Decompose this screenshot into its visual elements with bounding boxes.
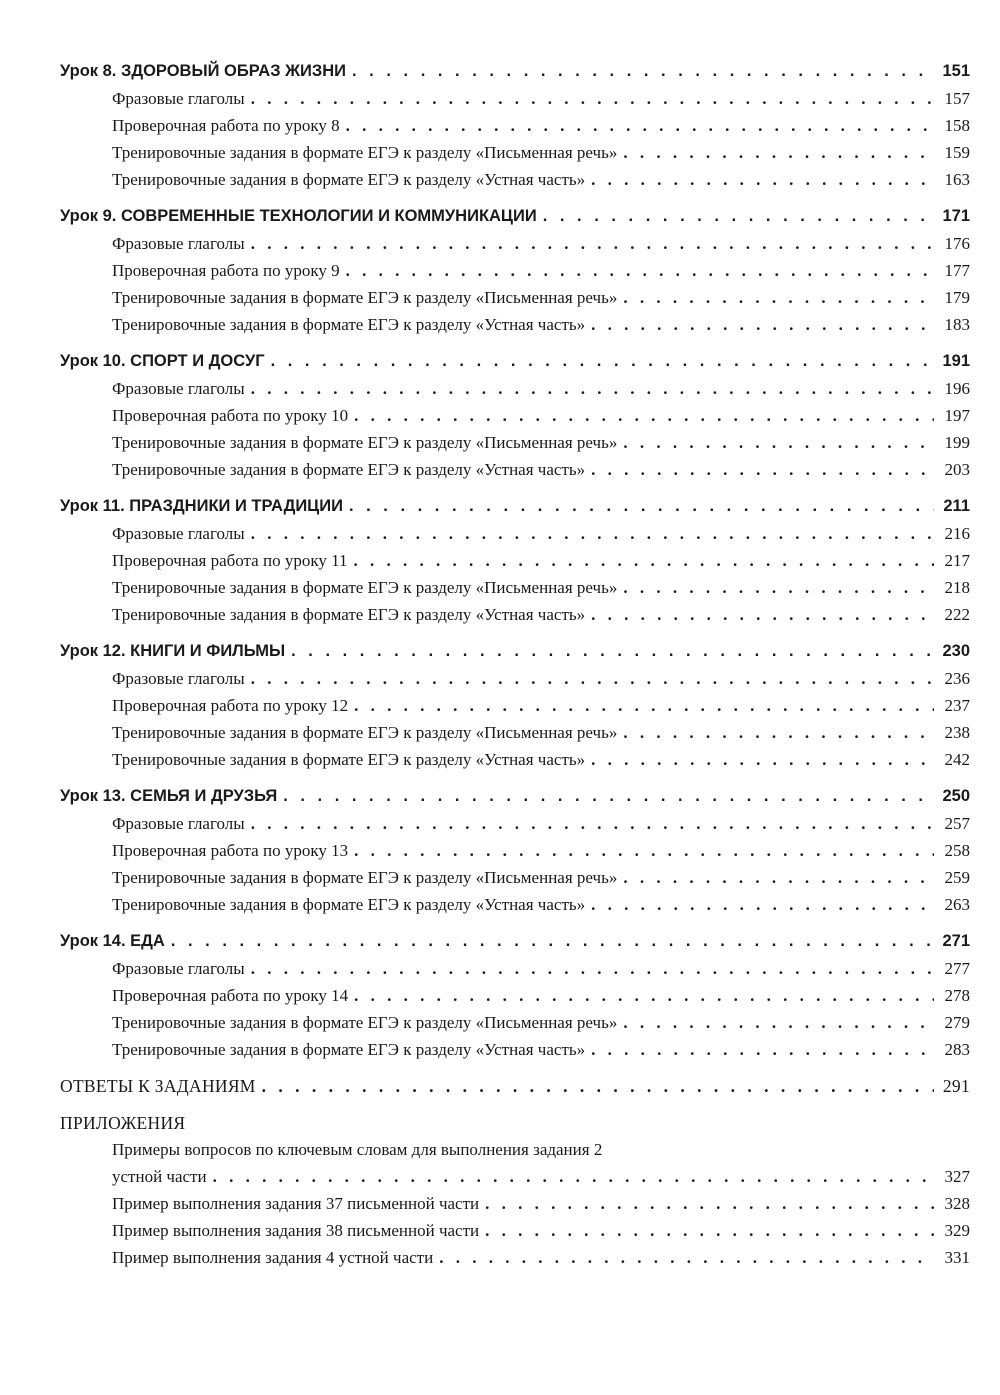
dot-leader xyxy=(439,1244,934,1271)
chapter-block xyxy=(60,348,970,483)
toc-entry-title: Тренировочные задания в формате ЕГЭ к разделу «Устная часть» xyxy=(112,750,586,769)
toc-entry-subsection[interactable] xyxy=(60,85,970,112)
toc-entry-title: Проверочная работа по уроку 10 xyxy=(112,406,349,425)
toc-entry-title: Фразовые глаголы xyxy=(112,524,245,543)
dot-leader xyxy=(262,1073,934,1100)
toc-page-number: 158 xyxy=(944,116,970,135)
dot-leader xyxy=(591,1036,934,1063)
dot-leader xyxy=(543,203,934,230)
toc-entry-title: Фразовые глаголы xyxy=(112,669,245,688)
chapter-block xyxy=(60,638,970,773)
toc-entry-title: Фразовые глаголы xyxy=(112,814,245,833)
toc-entry-subsection[interactable] xyxy=(60,402,970,429)
toc-entry-subsection[interactable] xyxy=(60,284,970,311)
dot-leader xyxy=(251,230,934,257)
dot-leader xyxy=(251,955,934,982)
dot-leader xyxy=(251,665,934,692)
toc-entry-title: Проверочная работа по уроку 9 xyxy=(112,261,340,280)
toc-entry-title: Фразовые глаголы xyxy=(112,959,245,978)
toc-entry-subsection[interactable] xyxy=(60,166,970,193)
toc-page-number: 157 xyxy=(944,89,970,108)
toc-entry-subsection[interactable] xyxy=(60,719,970,746)
dot-leader xyxy=(353,547,934,574)
toc-entry-subsection[interactable] xyxy=(60,520,970,547)
toc-entry-subsection[interactable] xyxy=(60,982,970,1009)
toc-entry-title: Урок 14. ЕДА xyxy=(60,932,165,950)
dot-leader xyxy=(485,1217,934,1244)
toc-entry-appendix[interactable] xyxy=(60,1217,970,1244)
toc-page-number: 222 xyxy=(944,605,970,624)
toc-entry-subsection[interactable] xyxy=(60,547,970,574)
toc-entry-subsection[interactable] xyxy=(60,574,970,601)
toc-entry-title-line1: Примеры вопросов по ключевым словам для выполнения задания 2 xyxy=(112,1140,603,1159)
toc-entry-title: Фразовые глаголы xyxy=(112,89,245,108)
appendix-item-list xyxy=(60,1190,970,1271)
toc-page-number: 328 xyxy=(944,1194,970,1213)
dot-leader xyxy=(485,1190,934,1217)
toc-entry-subsection[interactable] xyxy=(60,257,970,284)
toc-page-number: 179 xyxy=(944,288,970,307)
toc-page-number: 278 xyxy=(944,986,970,1005)
toc-entry-title: Тренировочные задания в формате ЕГЭ к разделу «Письменная речь» xyxy=(112,143,618,162)
toc-page-number: 183 xyxy=(944,315,970,334)
toc-page-number: 171 xyxy=(942,207,970,225)
toc-entry-title: Тренировочные задания в формате ЕГЭ к разделу «Устная часть» xyxy=(112,460,586,479)
dot-leader xyxy=(213,1163,934,1190)
toc-entry-title: Урок 10. СПОРТ И ДОСУГ xyxy=(60,352,265,370)
dot-leader xyxy=(251,375,934,402)
toc-entry-title: Пример выполнения задания 37 письменной части xyxy=(112,1194,480,1213)
toc-entry-title-line2: устной части xyxy=(112,1167,207,1186)
toc-page-number: 197 xyxy=(944,406,970,425)
toc-page-number: 257 xyxy=(944,814,970,833)
toc-entry-subsection[interactable] xyxy=(60,891,970,918)
toc-page-number: 176 xyxy=(944,234,970,253)
toc-page-number: 199 xyxy=(944,433,970,452)
toc-entry-subsection[interactable] xyxy=(60,864,970,891)
toc-entry-title: Урок 9. СОВРЕМЕННЫЕ ТЕХНОЛОГИИ И КОММУНИКАЦИИ xyxy=(60,207,537,225)
dot-leader xyxy=(591,601,934,628)
toc-page-number: 259 xyxy=(944,868,970,887)
dot-leader xyxy=(591,891,934,918)
toc-entry-appendix-1[interactable] xyxy=(60,1137,970,1190)
toc-entry-title: Тренировочные задания в формате ЕГЭ к разделу «Письменная речь» xyxy=(112,1013,618,1032)
toc-page-number: 191 xyxy=(942,352,970,370)
toc-page-number: 263 xyxy=(944,895,970,914)
chapter-block xyxy=(60,58,970,193)
table-of-contents xyxy=(60,58,970,1271)
toc-page-number: 327 xyxy=(944,1167,970,1186)
toc-entry-title: Проверочная работа по уроку 11 xyxy=(112,551,348,570)
toc-entry-title: Проверочная работа по уроку 8 xyxy=(112,116,340,135)
toc-page-number: 250 xyxy=(942,787,970,805)
toc-entry-subsection[interactable] xyxy=(60,230,970,257)
toc-entry-subsection[interactable] xyxy=(60,837,970,864)
dot-leader xyxy=(623,574,934,601)
toc-entry-subsection[interactable] xyxy=(60,112,970,139)
dot-leader xyxy=(352,58,934,85)
dot-leader xyxy=(591,166,934,193)
toc-entry-subsection[interactable] xyxy=(60,375,970,402)
toc-entry-subsection[interactable] xyxy=(60,311,970,338)
toc-page-number: 218 xyxy=(944,578,970,597)
toc-entry-title: Урок 13. СЕМЬЯ И ДРУЗЬЯ xyxy=(60,787,278,805)
toc-entry-title: Тренировочные задания в формате ЕГЭ к разделу «Устная часть» xyxy=(112,895,586,914)
toc-entry-subsection[interactable] xyxy=(60,810,970,837)
toc-page-number: 159 xyxy=(944,143,970,162)
toc-entry-title: ОТВЕТЫ К ЗАДАНИЯМ xyxy=(60,1076,256,1096)
toc-entry-title: Тренировочные задания в формате ЕГЭ к разделу «Письменная речь» xyxy=(112,723,618,742)
toc-entry-title: Тренировочные задания в формате ЕГЭ к разделу «Письменная речь» xyxy=(112,868,618,887)
dot-leader xyxy=(623,719,934,746)
toc-entry-subsection[interactable] xyxy=(60,429,970,456)
toc-entry-chapter[interactable] xyxy=(60,348,970,375)
toc-entry-title: Фразовые глаголы xyxy=(112,234,245,253)
dot-leader xyxy=(623,864,934,891)
toc-entry-chapter[interactable] xyxy=(60,203,970,230)
toc-page-number: 216 xyxy=(944,524,970,543)
answers-section xyxy=(60,1073,970,1100)
dot-leader xyxy=(346,112,934,139)
chapter-block xyxy=(60,783,970,918)
toc-entry-chapter[interactable] xyxy=(60,928,970,955)
toc-entry-subsection[interactable] xyxy=(60,746,970,773)
dot-leader xyxy=(251,810,934,837)
dot-leader xyxy=(291,638,934,665)
toc-entry-title: Проверочная работа по уроку 13 xyxy=(112,841,349,860)
dot-leader xyxy=(623,139,934,166)
toc-entry-title: Урок 12. КНИГИ И ФИЛЬМЫ xyxy=(60,642,286,660)
toc-page-number: 331 xyxy=(944,1248,970,1267)
dot-leader xyxy=(251,85,934,112)
toc-entry-subsection[interactable] xyxy=(60,955,970,982)
toc-entry-title: Тренировочные задания в формате ЕГЭ к разделу «Устная часть» xyxy=(112,605,586,624)
appendix-section xyxy=(60,1110,970,1271)
toc-page-number: 279 xyxy=(944,1013,970,1032)
toc-entry-title: Проверочная работа по уроку 14 xyxy=(112,986,349,1005)
dot-leader xyxy=(171,928,934,955)
toc-entry-title: Урок 8. ЗДОРОВЫЙ ОБРАЗ ЖИЗНИ xyxy=(60,62,347,80)
toc-page-number: 151 xyxy=(942,62,970,80)
dot-leader xyxy=(251,520,934,547)
toc-page-number: 163 xyxy=(944,170,970,189)
toc-entry-title: Фразовые глаголы xyxy=(112,379,245,398)
toc-entry-subsection[interactable] xyxy=(60,1009,970,1036)
toc-entry-chapter[interactable] xyxy=(60,493,970,520)
dot-leader xyxy=(354,982,934,1009)
toc-entry-title: Тренировочные задания в формате ЕГЭ к разделу «Устная часть» xyxy=(112,315,586,334)
toc-entry-answers[interactable] xyxy=(60,1073,970,1100)
toc-entry-subsection[interactable] xyxy=(60,692,970,719)
toc-entry-subsection[interactable] xyxy=(60,456,970,483)
dot-leader xyxy=(591,746,934,773)
toc-entry-chapter[interactable] xyxy=(60,638,970,665)
toc-entry-subsection[interactable] xyxy=(60,1036,970,1063)
toc-entry-subsection[interactable] xyxy=(60,601,970,628)
chapter-block xyxy=(60,928,970,1063)
toc-entry-title: Пример выполнения задания 4 устной части xyxy=(112,1248,434,1267)
toc-entry-line2 xyxy=(112,1163,970,1190)
toc-page-number: 329 xyxy=(944,1221,970,1240)
toc-page-number: 237 xyxy=(944,696,970,715)
dot-leader xyxy=(354,837,934,864)
toc-entry-title: Тренировочные задания в формате ЕГЭ к разделу «Письменная речь» xyxy=(112,288,618,307)
dot-leader xyxy=(623,429,934,456)
toc-entry-title: Тренировочные задания в формате ЕГЭ к разделу «Письменная речь» xyxy=(112,433,618,452)
toc-entry-title: Пример выполнения задания 38 письменной части xyxy=(112,1221,480,1240)
toc-page-number: 211 xyxy=(943,497,970,515)
toc-page-number: 258 xyxy=(944,841,970,860)
dot-leader xyxy=(271,348,934,375)
toc-page-number: 238 xyxy=(944,723,970,742)
dot-leader xyxy=(623,284,934,311)
chapter-block xyxy=(60,493,970,628)
dot-leader xyxy=(349,493,934,520)
dot-leader xyxy=(354,402,934,429)
toc-entry-title: Тренировочные задания в формате ЕГЭ к разделу «Устная часть» xyxy=(112,1040,586,1059)
toc-page-number: 242 xyxy=(944,750,970,769)
toc-page-number: 196 xyxy=(944,379,970,398)
toc-page-number: 217 xyxy=(944,551,970,570)
appendix-heading: ПРИЛОЖЕНИЯ xyxy=(60,1113,186,1133)
toc-entry-subsection[interactable] xyxy=(60,139,970,166)
dot-leader xyxy=(354,692,934,719)
toc-entry-chapter[interactable] xyxy=(60,58,970,85)
toc-entry-title: Тренировочные задания в формате ЕГЭ к разделу «Устная часть» xyxy=(112,170,586,189)
dot-leader xyxy=(591,311,934,338)
toc-page-number: 277 xyxy=(944,959,970,978)
toc-page-number: 177 xyxy=(944,261,970,280)
toc-entry-appendix[interactable] xyxy=(60,1244,970,1271)
toc-entry-appendix[interactable] xyxy=(60,1190,970,1217)
toc-entry-title: Проверочная работа по уроку 12 xyxy=(112,696,349,715)
toc-entry-title: Тренировочные задания в формате ЕГЭ к разделу «Письменная речь» xyxy=(112,578,618,597)
toc-entry-chapter[interactable] xyxy=(60,783,970,810)
chapter-list xyxy=(60,58,970,1063)
toc-page-number: 230 xyxy=(942,642,970,660)
chapter-block xyxy=(60,203,970,338)
toc-page-number: 203 xyxy=(944,460,970,479)
dot-leader xyxy=(283,783,934,810)
dot-leader xyxy=(591,456,934,483)
toc-page-number: 291 xyxy=(942,1076,970,1096)
dot-leader xyxy=(346,257,934,284)
toc-page-number: 236 xyxy=(944,669,970,688)
toc-entry-title: Урок 11. ПРАЗДНИКИ И ТРАДИЦИИ xyxy=(60,497,343,515)
toc-page-number: 283 xyxy=(944,1040,970,1059)
toc-entry-subsection[interactable] xyxy=(60,665,970,692)
dot-leader xyxy=(623,1009,934,1036)
toc-page-number: 271 xyxy=(942,932,970,950)
